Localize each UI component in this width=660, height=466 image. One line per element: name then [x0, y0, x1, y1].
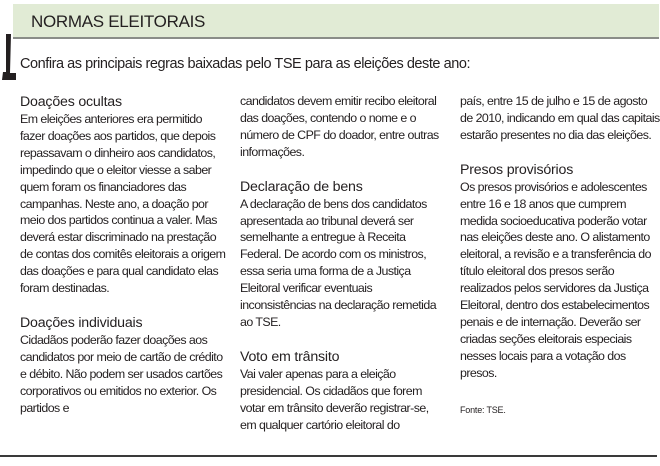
section-title-doacoes-individuais: Doações individuais [20, 314, 143, 331]
column-3 [460, 93, 660, 428]
section-title-voto-em-transito: Voto em trânsito [240, 348, 340, 365]
section-body-doacoes-ocultas: Em eleições anteriores era permitido fazer doações aos partidos, que depois repassavam o dinheiro aos candidatos, impedindo que o eleitor viesse a saber quem foram os financiadores das campanhas. Neste ano, a doação por meio dos partidos continua a valer. Mas deverá estar discriminado na prestação de contas dos comitês eleitorais a origem das doações e para qual candidato elas foram destinadas. [20, 112, 226, 296]
source-note: Fonte: TSE. [460, 404, 506, 415]
section-body-voto-em-transito-cont: país, entre 15 de julho e 15 de agosto de 2010, indicando em qual das capitais estarão presentes no dia das eleições. [460, 94, 660, 142]
section-title-doacoes-ocultas: Doações ocultas [20, 94, 122, 110]
section-title-presos-provisorios: Presos provisórios [460, 161, 574, 178]
section-body-doacoes-individuais-cont: candidatos devem emitir recibo eleitoral das doações, contendo o nome e o número de CPF do doador, entre outras informações. [240, 94, 439, 159]
z-mark-decoration [2, 34, 16, 80]
column-1 [20, 93, 228, 417]
section-body-doacoes-individuais: Cidadãos poderão fazer doações aos candidatos por meio de cartão de crédito e débito. Não podem ser usados cartões corporativos ou emitidos no exterior. Os partidos e [20, 332, 223, 415]
section-body-voto-em-transito: Vai valer apenas para a eleição presidencial. Os cidadãos que forem votar em trânsito deverão registrar-se, em qualquer cartório eleitoral do [240, 366, 429, 432]
bottom-rule [0, 455, 657, 457]
header-band [13, 4, 659, 39]
section-title-declaracao-de-bens: Declaração de bens [240, 178, 363, 195]
section-body-presos-provisorios: Os presos provisórios e adolescentes entre 16 e 18 anos que cumprem medida socioeducativa poderão votar nas eleições deste ano. O alistamento eleitoral, a revisão e a transferência do título eleitoral dos presos serão realizados pelos servidores da Justiça Eleitoral, dentro dos estabelecimentos penais e de internação. Deverão ser criadas seções eleitorais especiais nesses locais para a votação dos presos. [460, 179, 651, 380]
intro-text: Confira as principais regras baixadas pelo TSE para as eleições deste ano: [20, 56, 471, 72]
column-2 [240, 93, 444, 434]
page-title: NORMAS ELEITORAIS [31, 12, 206, 31]
section-body-declaracao-de-bens: A declaração de bens dos candidatos apresentada ao tribunal deverá ser semelhante a entregue à Receita Federal. De acordo com os ministros, essa seria uma forma de a Justiça Eleitoral verificar eventuais inconsistências na declaração remetida ao TSE. [240, 196, 437, 329]
